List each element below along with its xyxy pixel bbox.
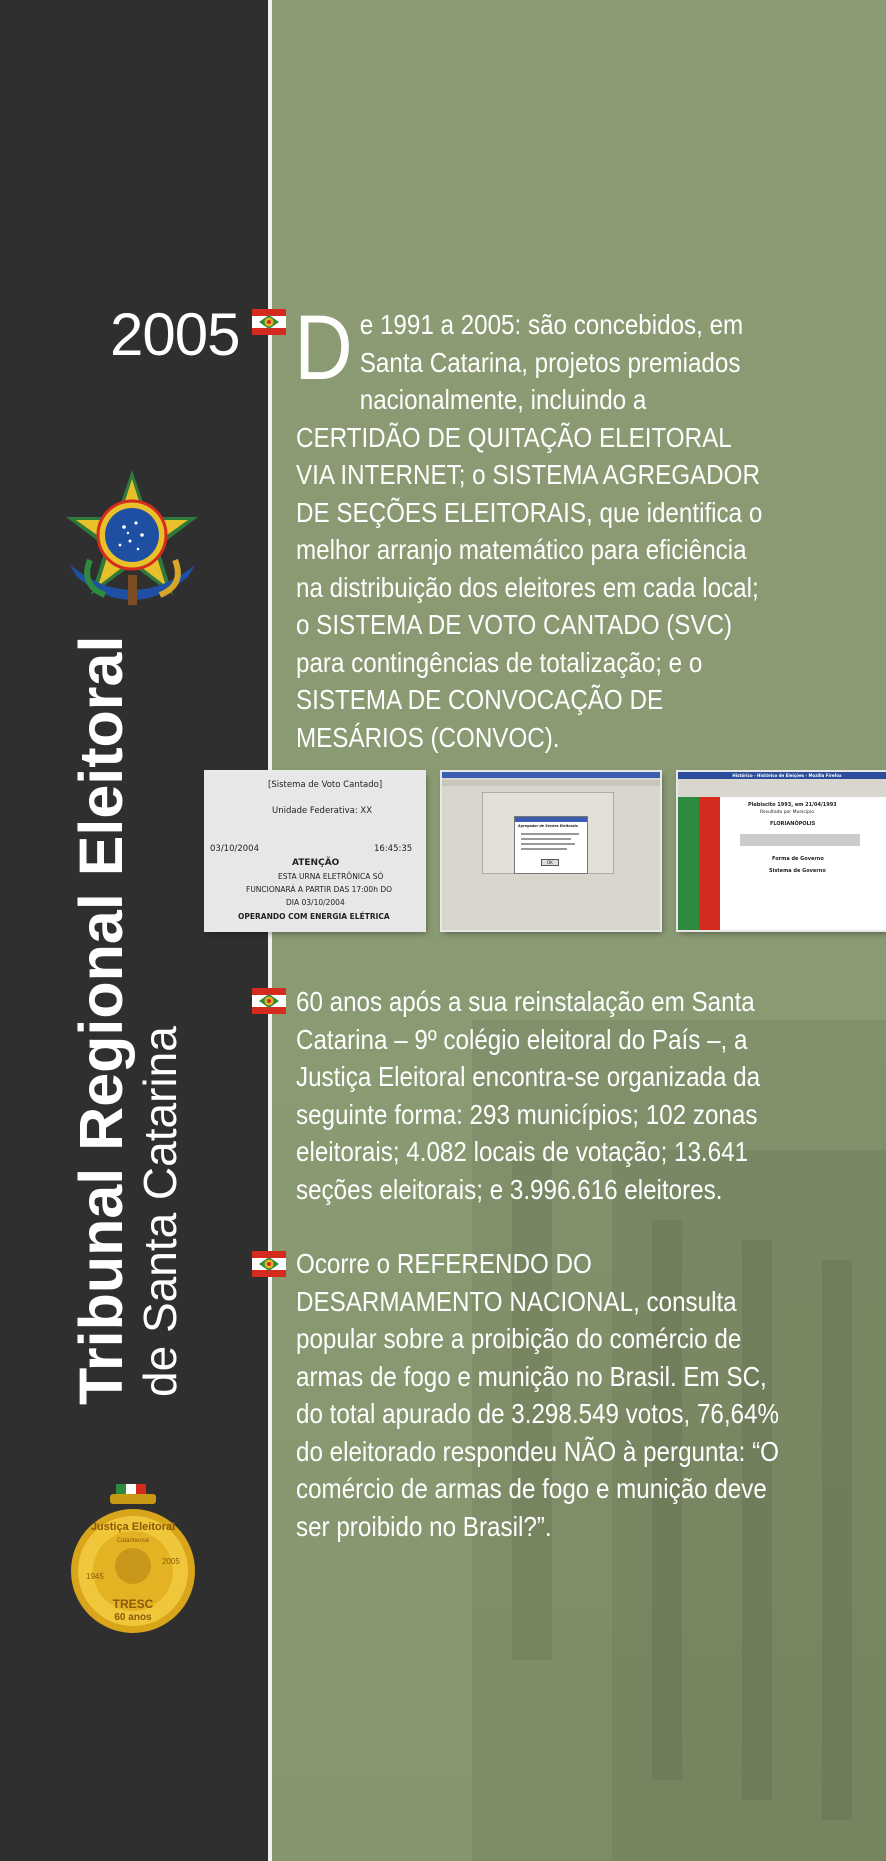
svc-header: [Sistema de Voto Cantado] — [268, 780, 383, 790]
tresc-60-anos-medal-icon — [68, 1484, 198, 1634]
building-window — [822, 1260, 852, 1820]
dialog-ok-button[interactable]: OK — [541, 859, 559, 866]
title-main: Tribunal Regional Eleitoral — [67, 635, 135, 1405]
medal-line-1: Justiça Eleitoral — [90, 1521, 176, 1533]
medal-line-6: 60 anos — [114, 1612, 152, 1623]
app-toolbar — [442, 780, 660, 786]
main-panel — [272, 0, 886, 1861]
svc-alert-line: ESTA URNA ELETRÔNICA SÓ — [278, 872, 384, 881]
medal-line-2: Catarinense — [116, 1538, 150, 1544]
browser-title: Histórico - Histórico de Eleições - Mozilla Firefox — [678, 772, 886, 779]
svc-alert-title: ATENÇÃO — [292, 858, 340, 868]
result-heading: Plebiscito 1993, em 21/04/1993 — [748, 802, 837, 808]
result-table — [740, 834, 860, 846]
entry-1-text — [294, 297, 771, 756]
historico-eleicoes-screenshot — [678, 772, 886, 930]
svc-time: 16:45:35 — [374, 844, 413, 854]
dialog-title: Agregador de Seções Eleitorais — [518, 824, 578, 828]
app-titlebar — [442, 772, 660, 778]
agregador-screenshot — [442, 772, 660, 930]
voto-cantado-screenshot — [206, 772, 424, 930]
svc-uf: Unidade Federativa: XX — [272, 806, 373, 816]
result-subheading: Resultado por Município — [760, 810, 815, 815]
year-label: 2005 — [110, 301, 240, 368]
drop-cap: D — [294, 297, 353, 399]
svc-alert-line: FUNCIONARÁ A PARTIR DAS 17:00h DO — [246, 885, 393, 894]
title-sub: de Santa Catarina — [134, 1026, 186, 1397]
santa-catarina-flag-icon — [252, 309, 286, 335]
result-city: FLORIANÓPOLIS — [770, 821, 816, 827]
result-line-1: Forma de Governo — [772, 856, 824, 862]
medal-year-end: 2005 — [162, 1557, 180, 1566]
medal-line-5: TRESC — [112, 1597, 154, 1611]
svc-date: 03/10/2004 — [210, 844, 259, 854]
site-sidebar — [678, 797, 720, 930]
result-line-2: Sistema de Governo — [769, 868, 826, 874]
santa-catarina-flag-icon — [252, 988, 286, 1014]
entry-3-text: Ocorre o REFERENDO DO DESARMAMENTO NACIONAL, consulta popular sobre a proibição do comércio de armas de fogo e munição no Brasil. Em SC, do total apurado de 3.298.549 votos, 76,64% do eleitorado respondeu NÃO à pergunta: “O comércio de armas de fogo e munição deve ser proibido no Brasil?”. — [296, 1248, 780, 1542]
entry-2-text: 60 anos após a sua reinstalação em Santa Catarina – 9º colégio eleitoral do País –, a Justiça Eleitoral encontra-se organizada da seguinte forma: 293 municípios; 102 zonas eleitorais; 4.082 locais de votação; 13.641 seções eleitorais; e 3.996.616 eleitores. — [296, 986, 761, 1205]
svc-alert-line: OPERANDO COM ENERGIA ELÉTRICA — [238, 912, 390, 921]
agregador-dialog — [514, 816, 588, 874]
svc-alert-line: DIA 03/10/2004 — [286, 898, 345, 907]
entry-1-body: e 1991 a 2005: são concebidos, em Santa Catarina, projetos premiados nacionalmente, incluindo a CERTIDÃO DE QUITAÇÃO ELEITORAL VIA INTERNET; o SISTEMA AGREGADOR DE SEÇÕES ELEITORAIS, que identifica o melhor arranjo matemático para eficiência na distribuição dos eleitores em cada local; o SISTEMA DE VOTO CANTADO (SVC) para contingências de totalização; e o SISTEMA DE CONVOCAÇÃO DE MESÁRIOS (CONVOC). — [296, 309, 763, 753]
medal-year-start: 1945 — [86, 1572, 104, 1581]
santa-catarina-flag-icon — [252, 1251, 286, 1277]
browser-toolbar — [678, 779, 886, 797]
sidebar — [0, 0, 268, 1861]
